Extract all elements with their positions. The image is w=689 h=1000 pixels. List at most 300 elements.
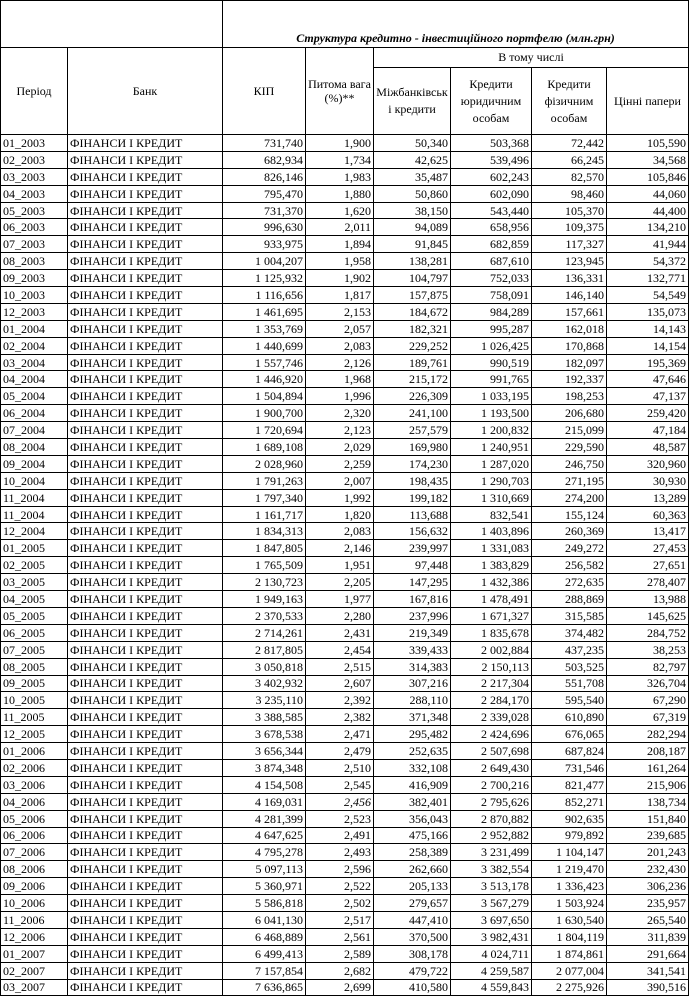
share-cell: 2,431 — [306, 624, 374, 641]
legal-cell: 1 193,500 — [451, 405, 532, 422]
bank-cell: ФІНАНСИ І КРЕДИТ — [68, 303, 223, 320]
legal-cell: 1 383,829 — [451, 557, 532, 574]
individuals-cell: 595,540 — [532, 692, 607, 709]
legal-cell: 1 033,195 — [451, 388, 532, 405]
individuals-cell: 215,099 — [532, 422, 607, 439]
securities-cell: 320,960 — [607, 455, 689, 472]
table-row — [1, 422, 689, 439]
legal-cell: 3 513,178 — [451, 878, 532, 895]
legal-cell: 995,287 — [451, 320, 532, 337]
header-individuals: Кредити фізичним особам — [532, 68, 607, 135]
securities-cell: 14,154 — [607, 337, 689, 354]
interbank-cell: 258,389 — [374, 844, 451, 861]
interbank-cell: 91,845 — [374, 236, 451, 253]
interbank-cell: 229,252 — [374, 337, 451, 354]
securities-cell: 135,073 — [607, 303, 689, 320]
table-row — [1, 320, 689, 337]
individuals-cell: 821,477 — [532, 776, 607, 793]
corner-cell — [1, 1, 223, 48]
share-cell: 2,561 — [306, 928, 374, 945]
interbank-cell: 138,281 — [374, 253, 451, 270]
individuals-cell: 229,590 — [532, 439, 607, 456]
securities-cell: 13,289 — [607, 489, 689, 506]
kip-cell: 2 130,723 — [223, 574, 306, 591]
individuals-cell: 271,195 — [532, 472, 607, 489]
interbank-cell: 226,309 — [374, 388, 451, 405]
share-cell: 2,011 — [306, 219, 374, 236]
interbank-cell: 447,410 — [374, 911, 451, 928]
securities-cell: 161,264 — [607, 759, 689, 776]
bank-cell: ФІНАНСИ І КРЕДИТ — [68, 810, 223, 827]
securities-cell: 67,319 — [607, 709, 689, 726]
table-row — [1, 979, 689, 996]
securities-cell: 239,685 — [607, 827, 689, 844]
individuals-cell: 272,635 — [532, 574, 607, 591]
interbank-cell: 475,166 — [374, 827, 451, 844]
legal-cell: 2 649,430 — [451, 759, 532, 776]
share-cell: 2,523 — [306, 810, 374, 827]
bank-cell: ФІНАНСИ І КРЕДИТ — [68, 743, 223, 760]
kip-cell: 826,146 — [223, 168, 306, 185]
securities-cell: 284,752 — [607, 624, 689, 641]
share-cell: 2,607 — [306, 675, 374, 692]
share-cell: 2,259 — [306, 455, 374, 472]
legal-cell: 687,610 — [451, 253, 532, 270]
period-cell: 03_2003 — [1, 168, 68, 185]
interbank-cell: 314,383 — [374, 658, 451, 675]
securities-cell: 14,143 — [607, 320, 689, 337]
interbank-cell: 252,635 — [374, 743, 451, 760]
individuals-cell: 146,140 — [532, 287, 607, 304]
individuals-cell: 1 219,470 — [532, 861, 607, 878]
table-row — [1, 253, 689, 270]
interbank-cell: 257,579 — [374, 422, 451, 439]
period-cell: 05_2003 — [1, 202, 68, 219]
period-cell: 09_2005 — [1, 675, 68, 692]
period-cell: 02_2006 — [1, 759, 68, 776]
individuals-cell: 260,369 — [532, 523, 607, 540]
period-cell: 04_2005 — [1, 591, 68, 608]
bank-cell: ФІНАНСИ І КРЕДИТ — [68, 151, 223, 168]
share-cell: 2,320 — [306, 405, 374, 422]
period-cell: 10_2003 — [1, 287, 68, 304]
kip-cell: 996,630 — [223, 219, 306, 236]
individuals-cell: 206,680 — [532, 405, 607, 422]
bank-cell: ФІНАНСИ І КРЕДИТ — [68, 641, 223, 658]
individuals-cell: 902,635 — [532, 810, 607, 827]
table-row — [1, 911, 689, 928]
period-cell: 08_2006 — [1, 861, 68, 878]
share-cell: 2,083 — [306, 337, 374, 354]
legal-cell: 758,091 — [451, 287, 532, 304]
share-cell: 2,126 — [306, 354, 374, 371]
individuals-cell: 1 503,924 — [532, 895, 607, 912]
table-row — [1, 337, 689, 354]
bank-cell: ФІНАНСИ І КРЕДИТ — [68, 624, 223, 641]
securities-cell: 215,906 — [607, 776, 689, 793]
kip-cell: 1 720,694 — [223, 422, 306, 439]
period-cell: 01_2006 — [1, 743, 68, 760]
bank-cell: ФІНАНСИ І КРЕДИТ — [68, 354, 223, 371]
bank-cell: ФІНАНСИ І КРЕДИТ — [68, 607, 223, 624]
share-cell: 2,517 — [306, 911, 374, 928]
legal-cell: 2 150,113 — [451, 658, 532, 675]
table-row — [1, 540, 689, 557]
securities-cell: 30,930 — [607, 472, 689, 489]
bank-cell: ФІНАНСИ І КРЕДИТ — [68, 776, 223, 793]
bank-cell: ФІНАНСИ І КРЕДИТ — [68, 270, 223, 287]
table-row — [1, 726, 689, 743]
table-row — [1, 523, 689, 540]
period-cell: 07_2003 — [1, 236, 68, 253]
kip-cell: 1 900,700 — [223, 405, 306, 422]
table-row — [1, 844, 689, 861]
period-cell: 06_2005 — [1, 624, 68, 641]
securities-cell: 201,243 — [607, 844, 689, 861]
period-cell: 08_2003 — [1, 253, 68, 270]
legal-cell: 602,090 — [451, 185, 532, 202]
securities-cell: 105,846 — [607, 168, 689, 185]
individuals-cell: 852,271 — [532, 793, 607, 810]
kip-cell: 5 586,818 — [223, 895, 306, 912]
interbank-cell: 308,178 — [374, 945, 451, 962]
period-cell: 06_2003 — [1, 219, 68, 236]
individuals-cell: 274,200 — [532, 489, 607, 506]
legal-cell: 2 424,696 — [451, 726, 532, 743]
individuals-cell: 503,525 — [532, 658, 607, 675]
share-cell: 2,682 — [306, 962, 374, 979]
interbank-cell: 97,448 — [374, 557, 451, 574]
kip-cell: 1 689,108 — [223, 439, 306, 456]
period-cell: 12_2003 — [1, 303, 68, 320]
kip-cell: 3 656,344 — [223, 743, 306, 760]
individuals-cell: 109,375 — [532, 219, 607, 236]
legal-cell: 2 284,170 — [451, 692, 532, 709]
bank-cell: ФІНАНСИ І КРЕДИТ — [68, 557, 223, 574]
kip-cell: 3 388,585 — [223, 709, 306, 726]
kip-cell: 6 041,130 — [223, 911, 306, 928]
interbank-cell: 279,657 — [374, 895, 451, 912]
individuals-cell: 192,337 — [532, 371, 607, 388]
individuals-cell: 256,582 — [532, 557, 607, 574]
kip-cell: 5 360,971 — [223, 878, 306, 895]
securities-cell: 232,430 — [607, 861, 689, 878]
bank-cell: ФІНАНСИ І КРЕДИТ — [68, 844, 223, 861]
legal-cell: 832,541 — [451, 506, 532, 523]
kip-cell: 2 028,960 — [223, 455, 306, 472]
table-row — [1, 962, 689, 979]
legal-cell: 2 507,698 — [451, 743, 532, 760]
individuals-cell: 2 275,926 — [532, 979, 607, 996]
individuals-cell: 979,892 — [532, 827, 607, 844]
securities-cell: 341,541 — [607, 962, 689, 979]
securities-cell: 390,516 — [607, 979, 689, 996]
period-cell: 02_2004 — [1, 337, 68, 354]
individuals-cell: 98,460 — [532, 185, 607, 202]
period-cell: 03_2004 — [1, 354, 68, 371]
table-row — [1, 236, 689, 253]
bank-cell: ФІНАНСИ І КРЕДИТ — [68, 472, 223, 489]
share-cell: 2,123 — [306, 422, 374, 439]
individuals-cell: 162,018 — [532, 320, 607, 337]
kip-cell: 731,370 — [223, 202, 306, 219]
kip-cell: 1 797,340 — [223, 489, 306, 506]
individuals-cell: 687,824 — [532, 743, 607, 760]
share-cell: 2,491 — [306, 827, 374, 844]
bank-cell: ФІНАНСИ І КРЕДИТ — [68, 709, 223, 726]
table-row — [1, 354, 689, 371]
table-row — [1, 591, 689, 608]
interbank-cell: 50,340 — [374, 135, 451, 152]
table-row — [1, 202, 689, 219]
individuals-cell: 72,442 — [532, 135, 607, 152]
share-cell: 2,007 — [306, 472, 374, 489]
securities-cell: 44,400 — [607, 202, 689, 219]
securities-cell: 195,369 — [607, 354, 689, 371]
individuals-cell: 136,331 — [532, 270, 607, 287]
securities-cell: 13,988 — [607, 591, 689, 608]
bank-cell: ФІНАНСИ І КРЕДИТ — [68, 337, 223, 354]
bank-cell: ФІНАНСИ І КРЕДИТ — [68, 185, 223, 202]
bank-cell: ФІНАНСИ І КРЕДИТ — [68, 219, 223, 236]
securities-cell: 47,184 — [607, 422, 689, 439]
kip-cell: 1 440,699 — [223, 337, 306, 354]
table-row — [1, 439, 689, 456]
kip-cell: 1 791,263 — [223, 472, 306, 489]
share-cell: 2,153 — [306, 303, 374, 320]
period-cell: 09_2006 — [1, 878, 68, 895]
period-cell: 01_2004 — [1, 320, 68, 337]
table-row — [1, 793, 689, 810]
table-title: Структура кредитно - інвестиційного портфелю (млн.грн) — [223, 1, 689, 48]
individuals-cell: 731,546 — [532, 759, 607, 776]
legal-cell: 1 432,386 — [451, 574, 532, 591]
bank-cell: ФІНАНСИ І КРЕДИТ — [68, 371, 223, 388]
legal-cell: 658,956 — [451, 219, 532, 236]
individuals-cell: 1 104,147 — [532, 844, 607, 861]
interbank-cell: 174,230 — [374, 455, 451, 472]
bank-cell: ФІНАНСИ І КРЕДИТ — [68, 827, 223, 844]
share-cell: 1,880 — [306, 185, 374, 202]
legal-cell: 2 700,216 — [451, 776, 532, 793]
period-cell: 04_2004 — [1, 371, 68, 388]
period-cell: 11_2005 — [1, 709, 68, 726]
bank-cell: ФІНАНСИ І КРЕДИТ — [68, 388, 223, 405]
share-cell: 1,996 — [306, 388, 374, 405]
share-cell: 1,734 — [306, 151, 374, 168]
bank-cell: ФІНАНСИ І КРЕДИТ — [68, 320, 223, 337]
securities-cell: 27,651 — [607, 557, 689, 574]
bank-cell: ФІНАНСИ І КРЕДИТ — [68, 675, 223, 692]
interbank-cell: 370,500 — [374, 928, 451, 945]
interbank-cell: 371,348 — [374, 709, 451, 726]
bank-cell: ФІНАНСИ І КРЕДИТ — [68, 658, 223, 675]
securities-cell: 282,294 — [607, 726, 689, 743]
securities-cell: 38,253 — [607, 641, 689, 658]
share-cell: 2,456 — [306, 793, 374, 810]
securities-cell: 208,187 — [607, 743, 689, 760]
bank-cell: ФІНАНСИ І КРЕДИТ — [68, 439, 223, 456]
period-cell: 10_2005 — [1, 692, 68, 709]
period-cell: 11_2006 — [1, 911, 68, 928]
share-cell: 1,958 — [306, 253, 374, 270]
legal-cell: 4 259,587 — [451, 962, 532, 979]
period-cell: 10_2006 — [1, 895, 68, 912]
kip-cell: 2 817,805 — [223, 641, 306, 658]
interbank-cell: 169,980 — [374, 439, 451, 456]
period-cell: 03_2007 — [1, 979, 68, 996]
legal-cell: 1 026,425 — [451, 337, 532, 354]
period-cell: 05_2005 — [1, 607, 68, 624]
table-row — [1, 861, 689, 878]
securities-cell: 47,137 — [607, 388, 689, 405]
share-cell: 2,502 — [306, 895, 374, 912]
individuals-cell: 157,661 — [532, 303, 607, 320]
interbank-cell: 295,482 — [374, 726, 451, 743]
share-cell: 2,596 — [306, 861, 374, 878]
legal-cell: 1 200,832 — [451, 422, 532, 439]
share-cell: 2,392 — [306, 692, 374, 709]
share-cell: 1,992 — [306, 489, 374, 506]
header-securities: Цінні папери — [607, 68, 689, 135]
legal-cell: 2 870,882 — [451, 810, 532, 827]
table-row — [1, 151, 689, 168]
period-cell: 02_2003 — [1, 151, 68, 168]
interbank-cell: 104,797 — [374, 270, 451, 287]
individuals-cell: 198,253 — [532, 388, 607, 405]
kip-cell: 6 499,413 — [223, 945, 306, 962]
kip-cell: 933,975 — [223, 236, 306, 253]
kip-cell: 4 795,278 — [223, 844, 306, 861]
header-share: Питома вага (%)** — [306, 48, 374, 135]
interbank-cell: 479,722 — [374, 962, 451, 979]
legal-cell: 991,765 — [451, 371, 532, 388]
legal-cell: 3 982,431 — [451, 928, 532, 945]
kip-cell: 5 097,113 — [223, 861, 306, 878]
bank-cell: ФІНАНСИ І КРЕДИТ — [68, 692, 223, 709]
legal-cell: 2 217,304 — [451, 675, 532, 692]
share-cell: 2,471 — [306, 726, 374, 743]
individuals-cell: 117,327 — [532, 236, 607, 253]
interbank-cell: 262,660 — [374, 861, 451, 878]
legal-cell: 2 952,882 — [451, 827, 532, 844]
period-cell: 01_2007 — [1, 945, 68, 962]
kip-cell: 795,470 — [223, 185, 306, 202]
table-row — [1, 607, 689, 624]
securities-cell: 311,839 — [607, 928, 689, 945]
table-row — [1, 489, 689, 506]
share-cell: 2,699 — [306, 979, 374, 996]
header-interbank: Міжбанківські кредити — [374, 68, 451, 135]
legal-cell: 984,289 — [451, 303, 532, 320]
share-cell: 1,894 — [306, 236, 374, 253]
table-row — [1, 472, 689, 489]
individuals-cell: 82,570 — [532, 168, 607, 185]
interbank-cell: 219,349 — [374, 624, 451, 641]
share-cell: 2,057 — [306, 320, 374, 337]
individuals-cell: 66,245 — [532, 151, 607, 168]
interbank-cell: 307,216 — [374, 675, 451, 692]
securities-cell: 13,417 — [607, 523, 689, 540]
share-cell: 2,382 — [306, 709, 374, 726]
legal-cell: 1 331,083 — [451, 540, 532, 557]
kip-cell: 731,740 — [223, 135, 306, 152]
period-cell: 06_2004 — [1, 405, 68, 422]
table-row — [1, 371, 689, 388]
kip-cell: 1 461,695 — [223, 303, 306, 320]
kip-cell: 3 402,932 — [223, 675, 306, 692]
interbank-cell: 416,909 — [374, 776, 451, 793]
individuals-cell: 288,869 — [532, 591, 607, 608]
share-cell: 2,280 — [306, 607, 374, 624]
period-cell: 07_2006 — [1, 844, 68, 861]
individuals-cell: 610,890 — [532, 709, 607, 726]
individuals-cell: 676,065 — [532, 726, 607, 743]
kip-cell: 1 116,656 — [223, 287, 306, 304]
table-row — [1, 388, 689, 405]
period-cell: 07_2005 — [1, 641, 68, 658]
period-cell: 01_2005 — [1, 540, 68, 557]
share-cell: 2,146 — [306, 540, 374, 557]
securities-cell: 48,587 — [607, 439, 689, 456]
legal-cell: 682,859 — [451, 236, 532, 253]
individuals-cell: 2 077,004 — [532, 962, 607, 979]
table-row — [1, 405, 689, 422]
table-row — [1, 168, 689, 185]
securities-cell: 145,625 — [607, 607, 689, 624]
securities-cell: 27,453 — [607, 540, 689, 557]
individuals-cell: 105,370 — [532, 202, 607, 219]
bank-cell: ФІНАНСИ І КРЕДИТ — [68, 455, 223, 472]
header-in-that-number: В тому числі — [374, 48, 689, 68]
securities-cell: 259,420 — [607, 405, 689, 422]
bank-cell: ФІНАНСИ І КРЕДИТ — [68, 168, 223, 185]
individuals-cell: 182,097 — [532, 354, 607, 371]
securities-cell: 47,646 — [607, 371, 689, 388]
share-cell: 1,902 — [306, 270, 374, 287]
interbank-cell: 94,089 — [374, 219, 451, 236]
bank-cell: ФІНАНСИ І КРЕДИТ — [68, 506, 223, 523]
legal-cell: 3 231,499 — [451, 844, 532, 861]
period-cell: 06_2006 — [1, 827, 68, 844]
interbank-cell: 288,110 — [374, 692, 451, 709]
table-row — [1, 506, 689, 523]
legal-cell: 990,519 — [451, 354, 532, 371]
bank-cell: ФІНАНСИ І КРЕДИТ — [68, 236, 223, 253]
bank-cell: ФІНАНСИ І КРЕДИТ — [68, 523, 223, 540]
bank-cell: ФІНАНСИ І КРЕДИТ — [68, 405, 223, 422]
bank-cell: ФІНАНСИ І КРЕДИТ — [68, 911, 223, 928]
securities-cell: 60,363 — [607, 506, 689, 523]
share-cell: 2,589 — [306, 945, 374, 962]
table-row — [1, 743, 689, 760]
share-cell: 2,029 — [306, 439, 374, 456]
share-cell: 1,620 — [306, 202, 374, 219]
table-row — [1, 219, 689, 236]
legal-cell: 1 310,669 — [451, 489, 532, 506]
legal-cell: 3 697,650 — [451, 911, 532, 928]
period-cell: 05_2004 — [1, 388, 68, 405]
legal-cell: 1 403,896 — [451, 523, 532, 540]
table-row — [1, 135, 689, 152]
bank-cell: ФІНАНСИ І КРЕДИТ — [68, 726, 223, 743]
individuals-cell: 123,945 — [532, 253, 607, 270]
securities-cell: 34,568 — [607, 151, 689, 168]
kip-cell: 1 834,313 — [223, 523, 306, 540]
individuals-cell: 246,750 — [532, 455, 607, 472]
kip-cell: 3 050,818 — [223, 658, 306, 675]
individuals-cell: 170,868 — [532, 337, 607, 354]
